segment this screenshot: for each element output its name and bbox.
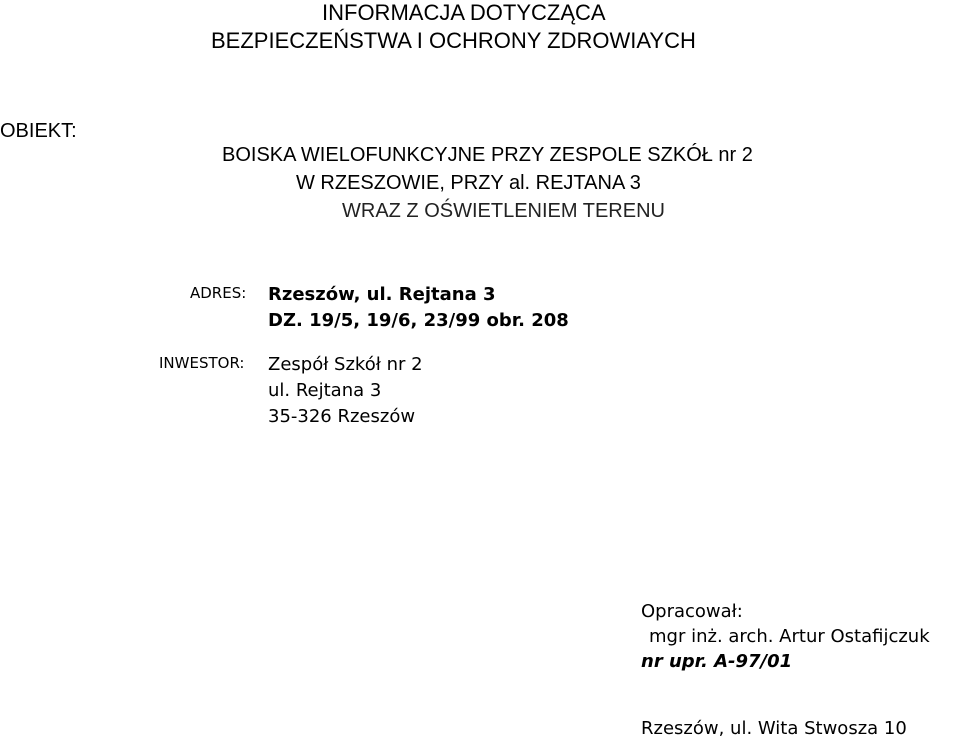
investor-line-3: 35-326 Rzeszów [268,406,416,427]
investor-line-2: ul. Rejtana 3 [268,380,382,401]
investor-label: INWESTOR: [159,354,245,372]
address-label: ADRES: [190,284,247,302]
author-license: nr upr. A-97/01 [641,651,793,672]
address-line-2: DZ. 19/5, 19/6, 23/99 obr. 208 [268,310,569,331]
author-label: Opracował: [641,601,743,622]
address-line-1: Rzeszów, ul. Rejtana 3 [268,284,496,305]
object-line-3: WRAZ Z OŚWIETLENIEM TERENU [342,200,665,222]
object-line-2: W RZESZOWIE, PRZY al. REJTANA 3 [296,172,641,194]
investor-line-1: Zespół Szkół nr 2 [268,354,423,375]
document-title-line-2: BEZPIECZEŃSTWA I OCHRONY ZDROWIAYCH [211,28,696,53]
object-line-1: BOISKA WIELOFUNKCYJNE PRZY ZESPOLE SZKÓŁ nr 2 [222,144,753,166]
author-address: Rzeszów, ul. Wita Stwosza 10 [641,718,907,739]
document-title-line-1: INFORMACJA DOTYCZĄCA [322,0,606,25]
author-name: mgr inż. arch. Artur Ostafijczuk [649,626,930,647]
object-label: OBIEKT: [0,120,77,142]
